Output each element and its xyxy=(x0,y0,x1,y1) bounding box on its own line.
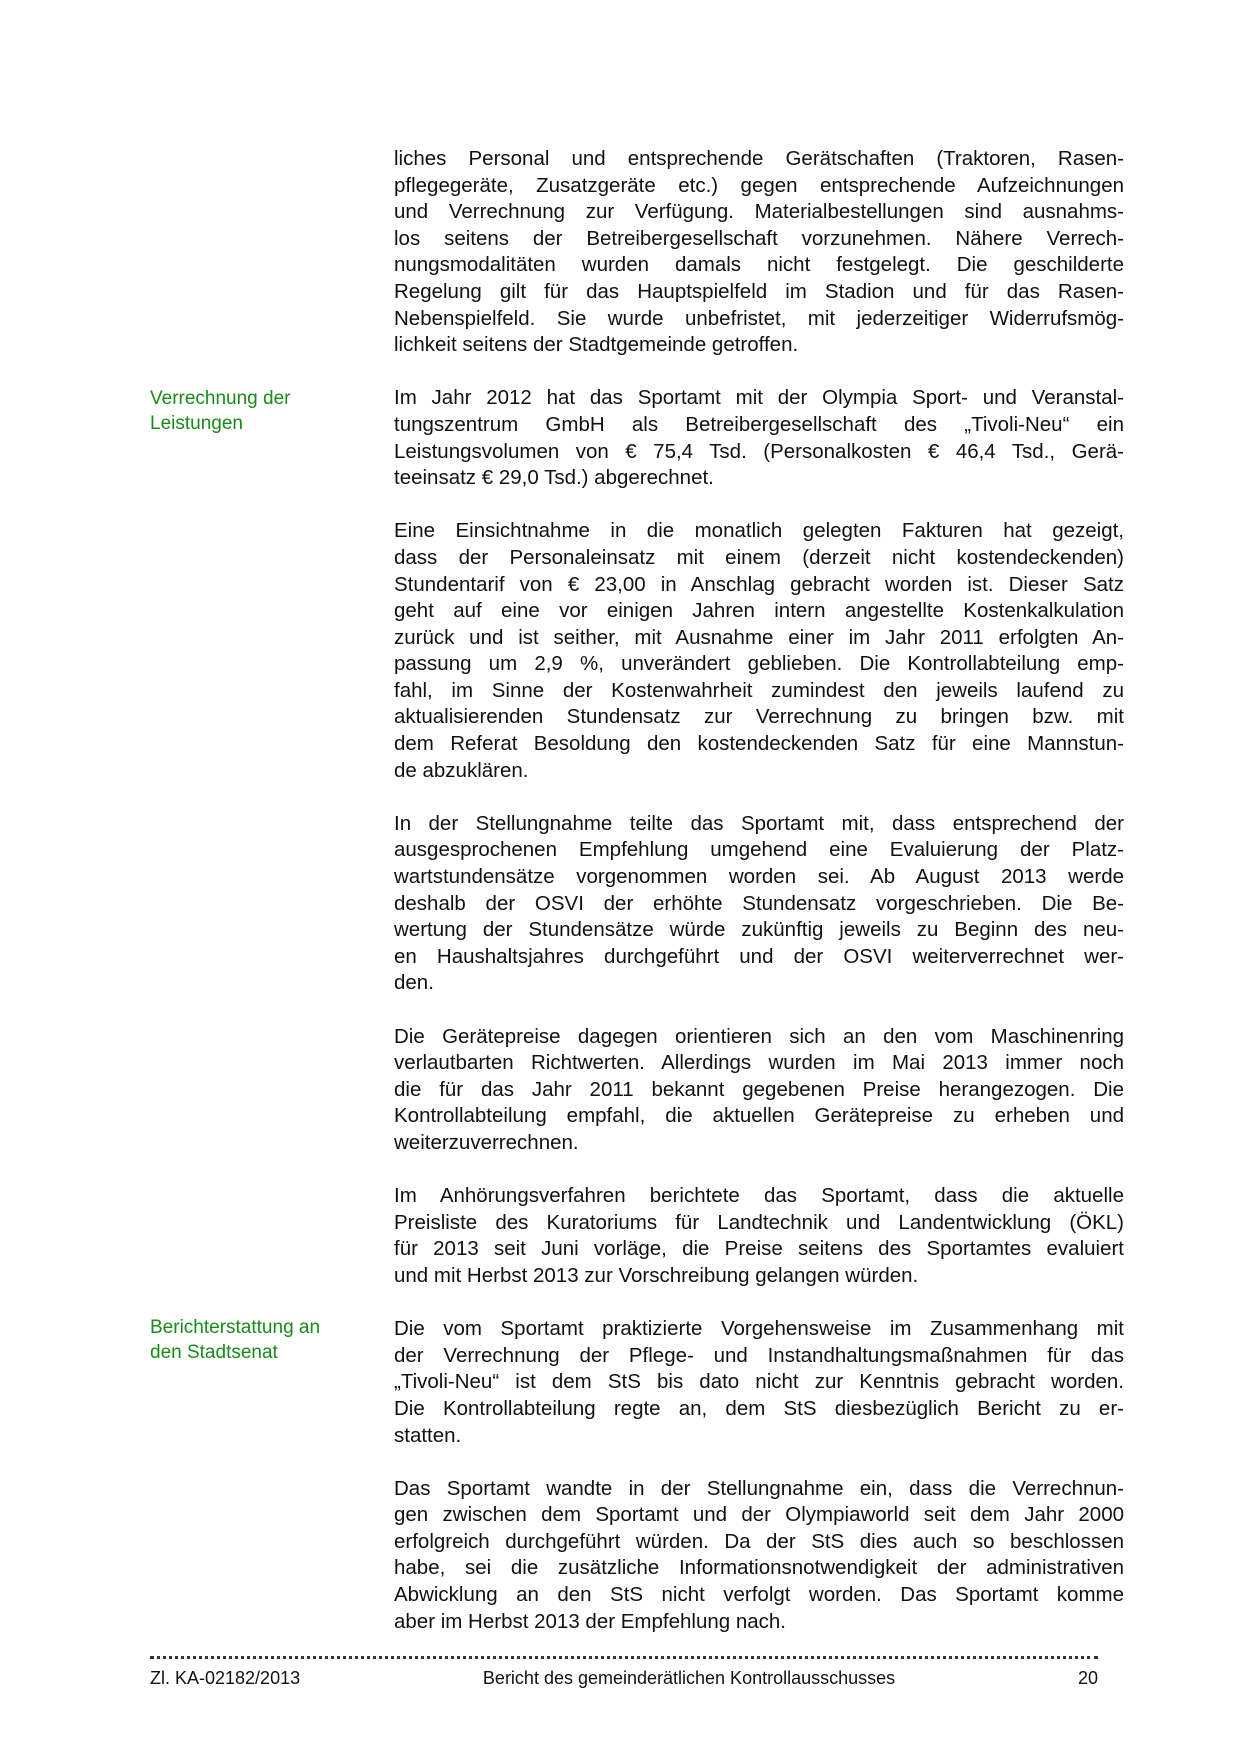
paragraph xyxy=(394,811,1124,997)
paragraph xyxy=(394,1183,1124,1289)
page-number: 20 xyxy=(1077,1668,1098,1688)
text-line: Leistungsvolumen von € 75,4 Tsd. (Personalkosten € 46,4 Tsd., Gerä- xyxy=(394,439,1124,463)
page-footer xyxy=(150,1668,1098,1689)
text-line: zurück und ist seither, mit Ausnahme einer im Jahr 2011 erfolgten An- xyxy=(394,625,1124,649)
text-line: aber im Herbst 2013 der Empfehlung nach. xyxy=(394,1609,787,1633)
text-line: aktualisierenden Stundensatz zur Verrechnung zu bringen bzw. mit xyxy=(394,705,1124,729)
body-text xyxy=(394,146,1124,1662)
text-line: de abzuklären. xyxy=(394,758,529,782)
text-line: die für das Jahr 2011 bekannt gegebenen Preise herangezogen. Die xyxy=(394,1077,1124,1101)
text-line: liches Personal und entsprechende Gerätschaften (Traktoren, Rasen- xyxy=(394,147,1124,170)
text-line: für 2013 seit Juni vorläge, die Preise seitens des Sportamtes evaluiert xyxy=(394,1237,1124,1261)
text-line: gen zwischen dem Sportamt und der Olympiaworld seit dem Jahr 2000 xyxy=(394,1503,1124,1527)
text-line: und Verrechnung zur Verfügung. Materialbestellungen sind ausnahms- xyxy=(394,200,1124,224)
margin-label-berichterstattung: Berichterstattung an den Stadtsenat xyxy=(150,1317,321,1363)
text-line: der Verrechnung der Pflege- und Instandhaltungsmaßnahmen für das xyxy=(394,1343,1124,1367)
text-line: passung um 2,9 %, unverändert geblieben. Die Kontrollabteilung emp- xyxy=(394,652,1124,676)
text-line: Im Anhörungsverfahren berichtete das Sportamt, dass die aktuelle xyxy=(394,1184,1124,1208)
text-line: weiterzuverrechnen. xyxy=(394,1130,579,1154)
text-line: pflegegeräte, Zusatzgeräte etc.) gegen entsprechende Aufzeichnungen xyxy=(394,173,1124,197)
text-line: deshalb der OSVI der erhöhte Stundensatz vorgeschrieben. Die Be- xyxy=(394,891,1124,915)
text-line: wartstundensätze vorgenommen worden sei. Ab August 2013 werde xyxy=(394,865,1124,889)
text-line: erfolgreich durchgeführt würden. Da der StS dies auch so beschlossen xyxy=(394,1529,1124,1553)
text-line: teeinsatz € 29,0 Tsd.) abgerechnet. xyxy=(394,466,714,490)
text-line: ausgesprochenen Empfehlung umgehend eine Evaluierung der Platz- xyxy=(394,838,1124,862)
text-line: dass der Personaleinsatz mit einem (derzeit nicht kostendeckenden) xyxy=(394,545,1124,569)
paragraph xyxy=(394,385,1124,491)
text-line: Preisliste des Kuratoriums für Landtechnik und Landentwicklung (ÖKL) xyxy=(394,1210,1124,1234)
text-line: Stundentarif von € 23,00 in Anschlag gebracht worden ist. Dieser Satz xyxy=(394,572,1124,596)
text-line: Kontrollabteilung empfahl, die aktuellen Gerätepreise zu erheben und xyxy=(394,1104,1124,1128)
text-line: Im Jahr 2012 hat das Sportamt mit der Olympia Sport- und Veranstal- xyxy=(394,386,1124,410)
text-line: verlautbarten Richtwerten. Allerdings wurden im Mai 2013 immer noch xyxy=(394,1051,1124,1075)
text-line: tungszentrum GmbH als Betreibergesellschaft des „Tivoli-Neu“ ein xyxy=(394,412,1124,436)
text-line: dem Referat Besoldung den kostendeckenden Satz für eine Mannstun- xyxy=(394,732,1124,756)
text-line: den. xyxy=(394,971,434,995)
text-line: Regelung gilt für das Hauptspielfeld im Stadion und für das Rasen- xyxy=(394,279,1124,303)
text-line: geht auf eine vor einigen Jahren intern angestellte Kostenkalkulation xyxy=(394,599,1124,623)
text-line: Abwicklung an den StS nicht verfolgt worden. Das Sportamt komme xyxy=(394,1583,1124,1607)
footer-title: Bericht des gemeinderätlichen Kontrollausschusses xyxy=(482,1668,896,1688)
paragraph xyxy=(394,1476,1124,1636)
text-line: In der Stellungnahme teilte das Sportamt mit, dass entsprechend der xyxy=(394,811,1124,835)
paragraph xyxy=(394,518,1124,784)
text-line: wertung der Stundensätze würde zukünftig jeweils zu Beginn des neu- xyxy=(394,918,1124,942)
text-line: Die Gerätepreise dagegen orientieren sich an den vom Maschinenring xyxy=(394,1024,1124,1048)
text-line: Die Kontrollabteilung regte an, dem StS diesbezüglich Bericht zu er- xyxy=(394,1396,1124,1420)
text-line: los seitens der Betreibergesellschaft vorzunehmen. Nähere Verrech- xyxy=(394,226,1124,250)
text-line: „Tivoli-Neu“ ist dem StS bis dato nicht zur Kenntnis gebracht worden. xyxy=(394,1370,1124,1394)
text-line: fahl, im Sinne der Kostenwahrheit zumindest den jeweils laufend zu xyxy=(394,678,1124,702)
paragraph xyxy=(394,1024,1124,1157)
text-line: nungsmodalitäten wurden damals nicht festgelegt. Die geschilderte xyxy=(394,253,1124,277)
text-line: en Haushaltsjahres durchgeführt und der OSVI weiterverrechnet wer- xyxy=(394,944,1124,968)
footer-reference: Zl. KA-02182/2013 xyxy=(150,1668,301,1688)
text-line: und mit Herbst 2013 zur Vorschreibung gelangen würden. xyxy=(394,1263,919,1287)
paragraph xyxy=(394,1316,1124,1449)
text-line: Eine Einsichtnahme in die monatlich gelegten Fakturen hat gezeigt, xyxy=(394,519,1124,543)
text-line: Die vom Sportamt praktizierte Vorgehensweise im Zusammenhang mit xyxy=(394,1317,1124,1341)
margin-label-verrechnung: Verrechnung der Leistungen xyxy=(150,388,291,434)
text-line: lichkeit seitens der Stadtgemeinde getroffen. xyxy=(394,333,799,357)
text-line: statten. xyxy=(394,1423,462,1447)
paragraph xyxy=(394,146,1124,359)
text-line: habe, sei die zusätzliche Informationsnotwendigkeit der administrativen xyxy=(394,1556,1124,1580)
text-line: Nebenspielfeld. Sie wurde unbefristet, mit jederzeitiger Widerrufsmög- xyxy=(394,306,1124,330)
text-line: Das Sportamt wandte in der Stellungnahme ein, dass die Verrechnun- xyxy=(394,1476,1124,1500)
footer-divider xyxy=(150,1656,1098,1659)
